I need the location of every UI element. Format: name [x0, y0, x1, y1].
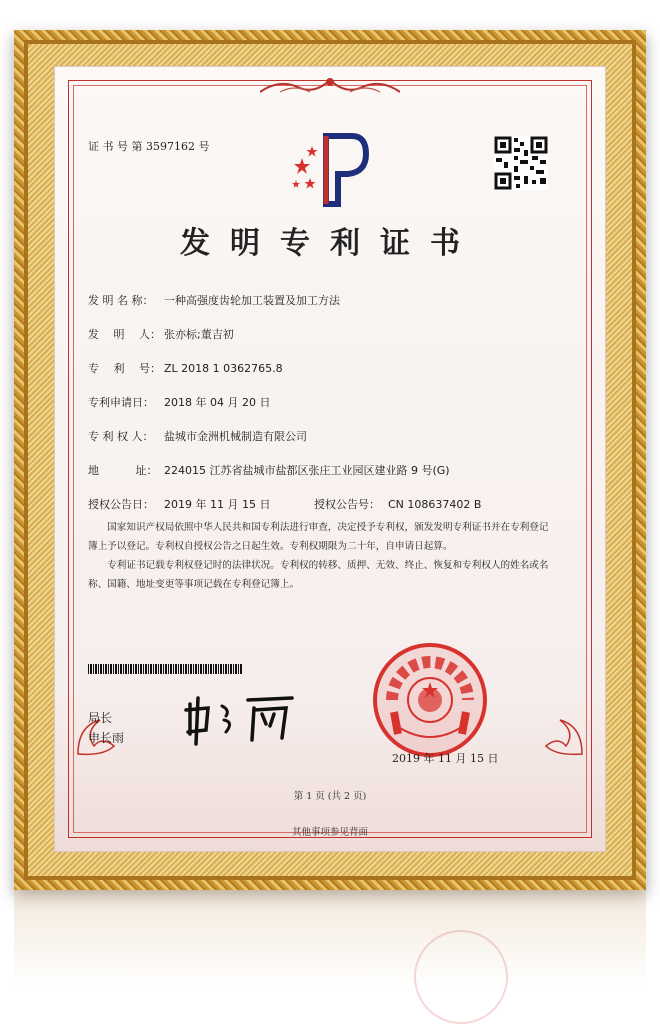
field-address [88, 462, 450, 478]
field-value: ZL 2018 1 0362765.8 [164, 362, 283, 375]
qr-code-icon [494, 136, 548, 190]
back-note: 其他事项参见背面 [291, 827, 368, 838]
announce-number-value: CN 108637402 B [388, 498, 482, 511]
field-value: 2018 年 04 月 20 日 [164, 396, 271, 409]
director-signature-icon [182, 690, 312, 746]
certificate-title: 发明专利证书 [180, 226, 480, 261]
corner-ornament-icon [534, 706, 586, 758]
patent-office-logo-icon [280, 128, 372, 210]
director-name: 申长雨 [88, 731, 125, 745]
barcode [88, 664, 242, 674]
field-inventor [88, 326, 234, 342]
field-announcement [88, 496, 481, 512]
reflection-seal-icon [414, 930, 508, 1024]
field-label: 专 利 权 人： [88, 430, 154, 443]
field-label: 发 明 名 称： [88, 294, 154, 307]
field-value: 盐城市金洲机械制造有限公司 [164, 430, 307, 443]
field-label: 专 利 号： [88, 362, 161, 375]
frame-reflection [14, 890, 646, 1030]
field-label: 专利申请日： [88, 396, 154, 409]
paragraph-legal-status: 专利证书记载专利权登记时的法律状况。专利权的转移、质押、无效、终止、恢复和专利权人的姓名或名称、国籍、地址变更等事项记载在专利登记簿上。 [88, 560, 549, 590]
field-value: 224015 江苏省盐城市盐都区张庄工业园区建业路 9 号(G) [164, 464, 450, 477]
field-invention-name [88, 292, 340, 308]
official-seal-icon [372, 642, 488, 758]
top-ornament-icon [260, 74, 400, 96]
certificate-number: 证 书 号 第 3597162 号 [88, 140, 210, 153]
page-number: 第 1 页 (共 2 页) [293, 791, 367, 802]
field-patent-number [88, 360, 283, 376]
certificate-body-text [88, 518, 558, 594]
certificate-paper [54, 66, 606, 852]
announce-number-label: 授权公告号： [314, 498, 380, 511]
field-value: 一种高强度齿轮加工装置及加工方法 [164, 294, 340, 307]
director-block [88, 708, 124, 748]
seal-date: 2019 年 11 月 15 日 [392, 752, 499, 765]
field-label: 地 址： [88, 464, 158, 477]
field-label: 发 明 人： [88, 328, 161, 341]
director-title: 局长 [88, 711, 113, 725]
announce-date-label: 授权公告日： [88, 498, 154, 511]
field-application-date [88, 394, 270, 410]
field-patentee [88, 428, 307, 444]
field-value: 张亦标;董吉初 [164, 328, 234, 341]
announce-date-value: 2019 年 11 月 15 日 [164, 498, 271, 511]
paragraph-grant: 国家知识产权局依照中华人民共和国专利法进行审查，决定授予专利权，颁发发明专利证书并在专利登记簿上予以登记。专利权自授权公告之日起生效。专利权期限为二十年，自申请日起算。 [88, 522, 549, 552]
